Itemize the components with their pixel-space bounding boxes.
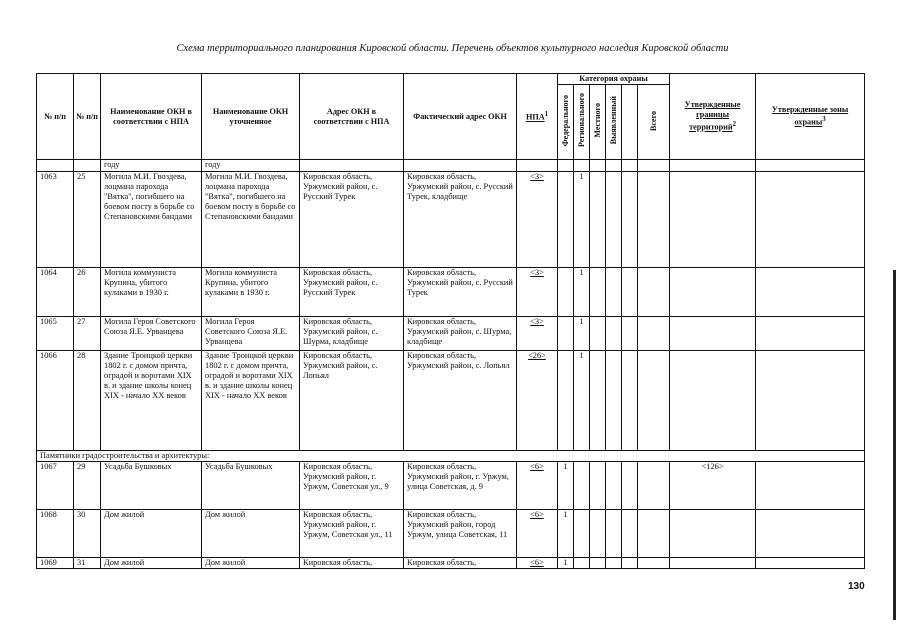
col-approved-borders: Утвержденные границы территорий$^2$ — [670, 74, 756, 160]
table-cell: 1 — [574, 351, 590, 451]
table-cell: Кировская область, Уржумский район, с. Шурма, кладбище — [404, 317, 517, 351]
table-cell — [622, 558, 638, 569]
table-row — [37, 268, 865, 317]
table-cell — [574, 462, 590, 510]
table-cell — [670, 172, 756, 268]
table-cell — [638, 351, 670, 451]
document-title: Схема территориального планирования Кировской области. Перечень объектов культурного наследия Кировской области — [176, 43, 729, 54]
table-cell: 30 — [74, 510, 101, 558]
table-cell — [517, 160, 558, 172]
table-cell: Дом жилой — [101, 510, 202, 558]
table-cell — [606, 510, 622, 558]
table-cell — [590, 510, 606, 558]
table-cell — [670, 160, 756, 172]
table-cell: Кировская область, — [300, 558, 404, 569]
scan-edge-mark — [893, 270, 896, 620]
table-cell — [756, 317, 865, 351]
table-cell — [558, 351, 574, 451]
table-cell: 1066 — [37, 351, 74, 451]
table-cell: 27 — [74, 317, 101, 351]
table-cell: 1 — [574, 317, 590, 351]
table-cell — [558, 317, 574, 351]
table-cell: Кировская область, Уржумский район, с. Русский Турек — [404, 268, 517, 317]
table-cell — [670, 268, 756, 317]
table-cell: <6> — [517, 510, 558, 558]
table-cell: году — [101, 160, 202, 172]
table-cell — [622, 160, 638, 172]
section-row — [37, 451, 865, 462]
table-cell: 29 — [74, 462, 101, 510]
table-cell — [590, 317, 606, 351]
table-cell — [756, 268, 865, 317]
table-cell — [606, 172, 622, 268]
table-cell: Кировская область, Уржумский район, с. Русский Турек — [300, 172, 404, 268]
table-cell: <26> — [517, 351, 558, 451]
continuation-row — [37, 160, 865, 172]
table-cell: Кировская область, Уржумский район, с. Шурма, кладбище — [300, 317, 404, 351]
table-cell: 1065 — [37, 317, 74, 351]
table-cell: 1067 — [37, 462, 74, 510]
table-cell — [670, 351, 756, 451]
table-cell — [590, 268, 606, 317]
table-cell — [606, 558, 622, 569]
table-cell: Усадьба Бушковых — [202, 462, 300, 510]
table-cell: Дом жилой — [202, 558, 300, 569]
table-cell — [756, 351, 865, 451]
table-cell — [756, 462, 865, 510]
table-cell: Дом жилой — [202, 510, 300, 558]
table-cell — [670, 510, 756, 558]
col-num2: № п/п — [74, 74, 101, 160]
col-category-group: Категория охраны — [558, 74, 670, 85]
col-num1: № п/п — [37, 74, 74, 160]
table-cell — [590, 172, 606, 268]
table-cell: 1064 — [37, 268, 74, 317]
table-cell — [590, 160, 606, 172]
table-cell: Могила коммуниста Крупина, убитого кулаками в 1930 г. — [202, 268, 300, 317]
table-cell — [37, 160, 74, 172]
table-cell: 1063 — [37, 172, 74, 268]
table-cell: 1069 — [37, 558, 74, 569]
col-identified: Выявленный — [606, 85, 622, 160]
table-cell — [74, 160, 101, 172]
table-cell: Кировская область, Уржумский район, с. Русский Турек, кладбище — [404, 172, 517, 268]
col-total: Всего — [638, 85, 670, 160]
table-cell: 25 — [74, 172, 101, 268]
table-cell — [404, 160, 517, 172]
table-cell: 28 — [74, 351, 101, 451]
table-cell: <3> — [517, 268, 558, 317]
table-row — [37, 558, 865, 569]
table-cell — [756, 160, 865, 172]
table-cell: году — [202, 160, 300, 172]
col-address-actual: Фактический адрес ОКН — [404, 74, 517, 160]
table-cell: Могила Героя Советского Союза Я.Е. Урванцева — [202, 317, 300, 351]
table-row — [37, 317, 865, 351]
table-cell — [756, 172, 865, 268]
col-local: Местного — [590, 85, 606, 160]
table-cell — [638, 317, 670, 351]
table-cell — [606, 268, 622, 317]
table-cell: Кировская область, Уржумский район, г. Уржум, Советская ул., 9 — [300, 462, 404, 510]
table-cell — [574, 510, 590, 558]
table-cell: <6> — [517, 462, 558, 510]
col-name-npa: Наименование ОКН в соответствии с НПА — [101, 74, 202, 160]
table-cell — [558, 268, 574, 317]
table-cell — [638, 268, 670, 317]
table-cell — [756, 558, 865, 569]
col-name-clarified: Наименование ОКН уточненное — [202, 74, 300, 160]
table-row — [37, 462, 865, 510]
table-cell — [622, 317, 638, 351]
table-cell: 31 — [74, 558, 101, 569]
section-title: Памятники градостроительства и архитектуры: — [37, 451, 865, 462]
col-address-npa: Адрес ОКН в соответствии с НПА — [300, 74, 404, 160]
table-cell — [622, 268, 638, 317]
table-cell — [622, 462, 638, 510]
table-cell — [670, 317, 756, 351]
table-cell — [606, 317, 622, 351]
table-cell: Кировская область, Уржумский район, г. Уржум, улица Советская, д. 9 — [404, 462, 517, 510]
col-npa: НПА$^1$ — [517, 74, 558, 160]
table-cell: Могила коммуниста Крупина, убитого кулаками в 1930 г. — [101, 268, 202, 317]
table-cell: Здание Троицкой церкви 1802 г. с домом причта, оградой и воротами XIX в. и здание школы конец XIX - начало XX веков — [202, 351, 300, 451]
table-cell — [638, 510, 670, 558]
table-cell — [622, 172, 638, 268]
table-cell — [622, 510, 638, 558]
table-cell: <3> — [517, 317, 558, 351]
table-cell: Кировская область, Уржумский район, г. Уржум, Советская ул., 11 — [300, 510, 404, 558]
table-cell: Могила М.И. Гвоздева, лоцмана парохода "Вятка", погибшего на боевом посту в борьбе со Степановскими бандами — [101, 172, 202, 268]
table-cell: Кировская область, Уржумский район, с. Лопьял — [300, 351, 404, 451]
col-empty — [622, 85, 638, 160]
table-cell — [670, 558, 756, 569]
table-cell — [590, 462, 606, 510]
table-cell: 1 — [574, 268, 590, 317]
table-cell — [574, 558, 590, 569]
table-cell: 1 — [574, 172, 590, 268]
heritage-register-table — [36, 73, 865, 569]
table-cell — [606, 462, 622, 510]
table-cell — [638, 462, 670, 510]
col-approved-zones: Утвержденные зоны охраны$^3$ — [756, 74, 865, 160]
table-cell: <6> — [517, 558, 558, 569]
table-cell: 26 — [74, 268, 101, 317]
table-cell — [590, 558, 606, 569]
table-cell: Кировская область, Уржумский район, с. Русский Турек — [300, 268, 404, 317]
table-row — [37, 172, 865, 268]
page-number: 130 — [848, 581, 865, 592]
table-cell — [622, 351, 638, 451]
table-cell: Дом жилой — [101, 558, 202, 569]
table-cell: 1068 — [37, 510, 74, 558]
table-cell — [606, 351, 622, 451]
table-cell — [638, 160, 670, 172]
table-cell: 1 — [558, 510, 574, 558]
table-cell — [756, 510, 865, 558]
table-cell: <126> — [670, 462, 756, 510]
table-cell — [300, 160, 404, 172]
table-cell: Усадьба Бушковых — [101, 462, 202, 510]
table-cell — [590, 351, 606, 451]
table-row — [37, 351, 865, 451]
col-regional: Регионального — [574, 85, 590, 160]
table-cell: Кировская область, Уржумский район, с. Лопьял — [404, 351, 517, 451]
table-cell: Кировская область, — [404, 558, 517, 569]
table-cell — [638, 558, 670, 569]
table-cell: Кировская область, Уржумский район, город Уржум, улица Советская, 11 — [404, 510, 517, 558]
table-cell — [558, 172, 574, 268]
table-cell — [558, 160, 574, 172]
table-cell — [606, 160, 622, 172]
table-cell: Здание Троицкой церкви 1802 г. с домом причта, оградой и воротами XIX в. и здание школы конец XIX - начало XX веков — [101, 351, 202, 451]
col-federal: Федерального — [558, 85, 574, 160]
table-cell: 1 — [558, 462, 574, 510]
table-cell — [574, 160, 590, 172]
table-cell — [638, 172, 670, 268]
table-cell: Могила М.И. Гвоздева, лоцмана парохода "Вятка", погибшего на боевом посту в борьбе со Степановскими бандами — [202, 172, 300, 268]
table-row — [37, 510, 865, 558]
table-cell: Могила Героя Советского Союза Я.Е. Урванцева — [101, 317, 202, 351]
table-cell: 1 — [558, 558, 574, 569]
table-cell: <3> — [517, 172, 558, 268]
